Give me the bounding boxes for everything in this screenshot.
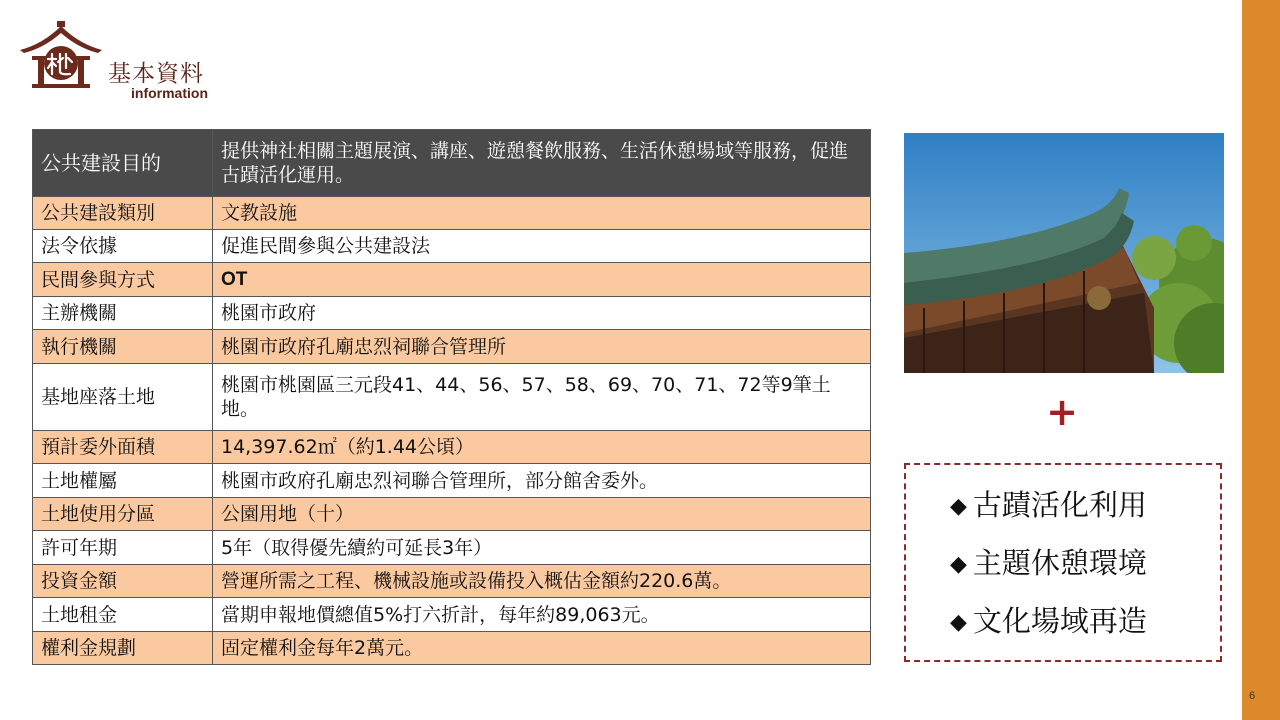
table-row (33, 598, 871, 632)
row-value: 5年（取得優先續約可延長3年） (213, 531, 871, 565)
row-label: 法令依據 (33, 230, 213, 263)
row-label: 執行機關 (33, 330, 213, 364)
row-label: 民間參與方式 (33, 263, 213, 297)
row-value: 桃園市政府孔廟忠烈祠聯合管理所，部分館舍委外。 (213, 464, 871, 498)
shrine-roof-photo (904, 133, 1224, 373)
features-box (904, 463, 1222, 662)
table-row (33, 431, 871, 464)
row-value: 營運所需之工程、機械設施或設備投入概估金額約220.6萬。 (213, 565, 871, 598)
row-value: 提供神社相關主題展演、講座、遊憩餐飲服務、生活休憩場域等服務，促進古蹟活化運用。 (213, 130, 871, 197)
row-value: 固定權利金每年2萬元。 (213, 632, 871, 665)
diamond-bullet-icon: ◆ (950, 610, 967, 635)
page-title: 基本資料 (108, 61, 204, 87)
table-row (33, 464, 871, 498)
feature-text: 文化場域再造 (972, 604, 1147, 638)
row-label: 許可年期 (33, 531, 213, 565)
row-label: 土地使用分區 (33, 498, 213, 531)
row-value: 當期申報地價總值5%打六折計，每年約89,063元。 (213, 598, 871, 632)
table-row (33, 364, 871, 431)
row-value: 桃園市政府 (213, 297, 871, 330)
row-value: 文教設施 (213, 197, 871, 230)
accent-sidebar-bar (1242, 0, 1280, 720)
shrine-logo-icon (18, 20, 104, 90)
table-row (33, 565, 871, 598)
row-label: 權利金規劃 (33, 632, 213, 665)
feature-text: 主題休憩環境 (972, 546, 1147, 580)
table-row (33, 263, 871, 297)
diamond-bullet-icon: ◆ (950, 552, 967, 577)
row-value: 公園用地（十） (213, 498, 871, 531)
page-subtitle: information (131, 85, 208, 101)
feature-text: 古蹟活化利用 (972, 488, 1147, 522)
diamond-bullet-icon: ◆ (950, 494, 967, 519)
row-value: 桃園市政府孔廟忠烈祠聯合管理所 (213, 330, 871, 364)
table-row (33, 531, 871, 565)
row-value: OT (213, 263, 871, 297)
row-value: 14,397.62㎡（約1.44公頃） (213, 431, 871, 464)
table-row (33, 632, 871, 665)
row-label: 主辦機關 (33, 297, 213, 330)
row-label: 公共建設目的 (33, 130, 213, 197)
row-value: 桃園市桃園區三元段41、44、56、57、58、69、70、71、72等9筆土地。 (213, 364, 871, 431)
plus-sign: + (1046, 390, 1078, 434)
table-row (33, 130, 871, 197)
row-label: 投資金額 (33, 565, 213, 598)
feature-item (950, 487, 1147, 525)
table-row (33, 230, 871, 263)
table-row (33, 498, 871, 531)
row-label: 土地租金 (33, 598, 213, 632)
info-table (32, 129, 871, 665)
row-label: 基地座落土地 (33, 364, 213, 431)
table-row (33, 197, 871, 230)
row-label: 公共建設類別 (33, 197, 213, 230)
row-label: 預計委外面積 (33, 431, 213, 464)
row-label: 土地權屬 (33, 464, 213, 498)
table-row (33, 297, 871, 330)
feature-item (950, 603, 1147, 641)
row-value: 促進民間參與公共建設法 (213, 230, 871, 263)
table-row (33, 330, 871, 364)
page-number: 6 (1249, 690, 1256, 702)
feature-item (950, 545, 1147, 583)
